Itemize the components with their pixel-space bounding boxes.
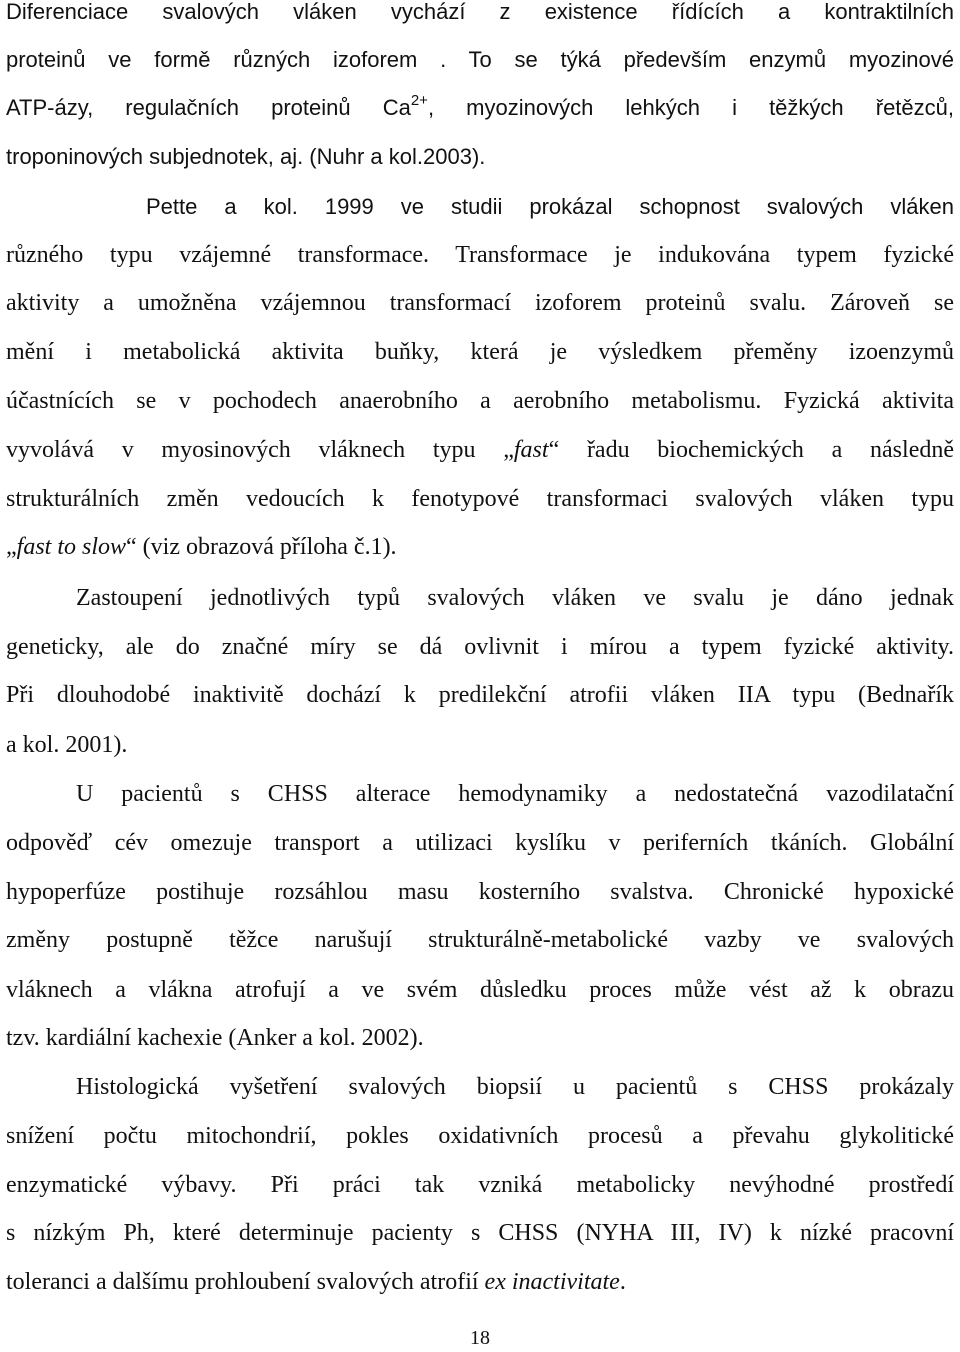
paragraph-2-line-5: účastnících se v pochodech anaerobního a aerobního metabolismu. Fyzická aktivita	[6, 388, 954, 414]
italic-term: fast	[513, 437, 549, 463]
paragraph-2-line-7: strukturálních změn vedoucích k fenotypové transformaci svalových vláken typu	[6, 486, 954, 512]
paragraph-5-line-3: enzymatické výbavy. Při práci tak vzniká metabolicky nevýhodné prostředí	[6, 1172, 954, 1198]
paragraph-4-line-5: vláknech a vlákna atrofují a ve svém důsledku proces může vést až k obrazu	[6, 977, 954, 1003]
paragraph-1-line-1: Diferenciace svalových vláken vychází z existence řídících a kontraktilních	[6, 0, 954, 24]
paragraph-2-line-8: „fast to slow“ (viz obrazová příloha č.1).	[6, 534, 397, 560]
paragraph-5-line-4: s nízkým Ph, které determinuje pacienty s CHSS (NYHA III, IV) k nízké pracovní	[6, 1220, 954, 1246]
paragraph-1-line-3: ATP-ázy, regulačních proteinů $Ca^{2+}$, myozinových lehkých i těžkých řetězců,	[6, 92, 954, 120]
paragraph-5-line-1: Histologická vyšetření svalových biopsií u pacientů s CHSS prokázaly	[76, 1074, 954, 1100]
paragraph-4-line-2: odpověď cév omezuje transport a utilizaci kyslíku v periferních tkáních. Globální	[6, 830, 954, 856]
paragraph-3-line-4: a kol. 2001).	[6, 732, 128, 758]
paragraph-4-line-3: hypoperfúze postihuje rozsáhlou masu kosterního svalstva. Chronické hypoxické	[6, 879, 954, 905]
paragraph-5-line-5: toleranci a dalšímu prohloubení svalových atrofií ex inactivitate.	[6, 1269, 626, 1295]
paragraph-4-line-1: U pacientů s CHSS alterace hemodynamiky a nedostatečná vazodilatační	[76, 781, 954, 807]
superscript-charge: 2+	[410, 92, 428, 109]
paragraph-2-line-2: různého typu vzájemné transformace. Transformace je indukována typem fyzické	[6, 242, 954, 268]
paragraph-2-line-6: vyvolává v myosinových vláknech typu „fast“ řadu biochemických a následně	[6, 437, 954, 463]
page-number: 18	[470, 1327, 490, 1349]
paragraph-4-line-6: tzv. kardiální kachexie (Anker a kol. 2002).	[6, 1025, 424, 1051]
paragraph-5-line-2: snížení počtu mitochondrií, pokles oxidativních procesů a převahu glykolitické	[6, 1123, 954, 1149]
italic-term: ex inactivitate	[484, 1269, 620, 1295]
italic-term: fast to slow	[16, 534, 127, 560]
paragraph-3-line-1: Zastoupení jednotlivých typů svalových vláken ve svalu je dáno jednak	[76, 585, 954, 611]
paragraph-2-line-4: mění i metabolická aktivita buňky, která je výsledkem přeměny izoenzymů	[6, 339, 954, 365]
paragraph-3-line-2: geneticky, ale do značné míry se dá ovlivnit i mírou a typem fyzické aktivity.	[6, 634, 954, 660]
paragraph-2-line-1: Pette a kol. 1999 ve studii prokázal schopnost svalových vláken	[146, 194, 954, 219]
paragraph-2-line-3: aktivity a umožněna vzájemnou transformací izoforem proteinů svalu. Zároveň se	[6, 290, 954, 316]
paragraph-1-line-2: proteinů ve formě různých izoforem . To se týká především enzymů myozinové	[6, 47, 954, 72]
paragraph-3-line-3: Při dlouhodobé inaktivitě dochází k predilekční atrofii vláken IIA typu (Bednařík	[6, 682, 954, 708]
paragraph-4-line-4: změny postupně těžce narušují strukturálně-metabolické vazby ve svalových	[6, 927, 954, 953]
paragraph-1-line-4: troponinových subjednotek, aj. (Nuhr a kol.2003).	[6, 144, 486, 169]
